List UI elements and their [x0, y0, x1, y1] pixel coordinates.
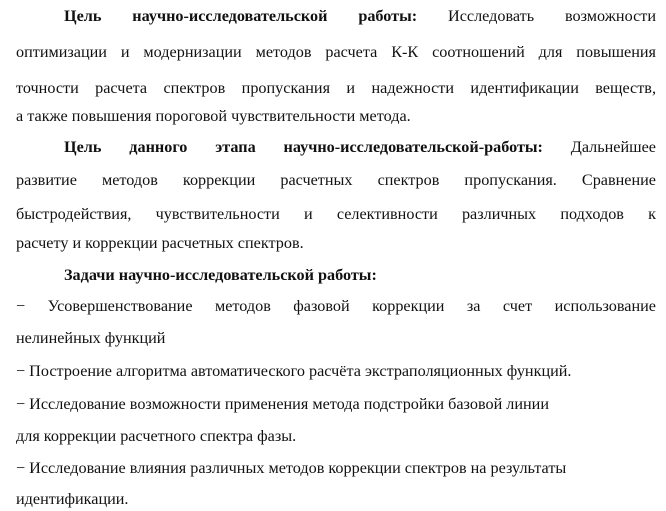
task-item-line: нелинейных функций [16, 329, 166, 347]
stage-goal-text-line: расчету и коррекции расчетных спектров. [16, 234, 304, 252]
goal-text: Исследовать возможности [417, 7, 656, 25]
goal-heading: Цель научно-исследовательской работы: [64, 7, 418, 25]
goal-text-line: а также повышения пороговой чувствительности метода. [16, 107, 411, 125]
task-item-line: − Исследование возможности применения метода подстройки базовой линии [16, 395, 550, 413]
stage-goal-heading: Цель данного этапа научно-исследовательской-работы: [64, 138, 543, 156]
tasks-heading-line [64, 265, 656, 285]
task-item-line: для коррекции расчетного спектра фазы. [16, 427, 297, 445]
tasks-heading: Задачи научно-исследовательской работы: [64, 266, 377, 284]
stage-goal-text-line: развитие методов коррекции расчетных спектров пропускания. Сравнение [16, 171, 656, 189]
task-item-line: − Усовершенствование методов фазовой коррекции за счет использование [16, 297, 656, 315]
task-item-line: − Исследование влияния различных методов коррекции спектров на результаты [16, 459, 567, 477]
goal-text-line: оптимизации и модернизации методов расчета К-К соотношений для повышения [16, 43, 656, 61]
stage-goal-first-line [64, 137, 656, 157]
task-item-line: идентификации. [16, 490, 129, 508]
goal-first-line [64, 6, 656, 26]
goal-text-line: точности расчета спектров пропускания и надежности идентификации веществ, [16, 79, 656, 97]
stage-goal-text: Дальнейшее [542, 138, 656, 156]
task-item-line: − Построение алгоритма автоматического расчёта экстраполяционных функций. [16, 362, 572, 380]
stage-goal-text-line: быстродействия, чувствительности и селективности различных подходов к [16, 205, 656, 223]
